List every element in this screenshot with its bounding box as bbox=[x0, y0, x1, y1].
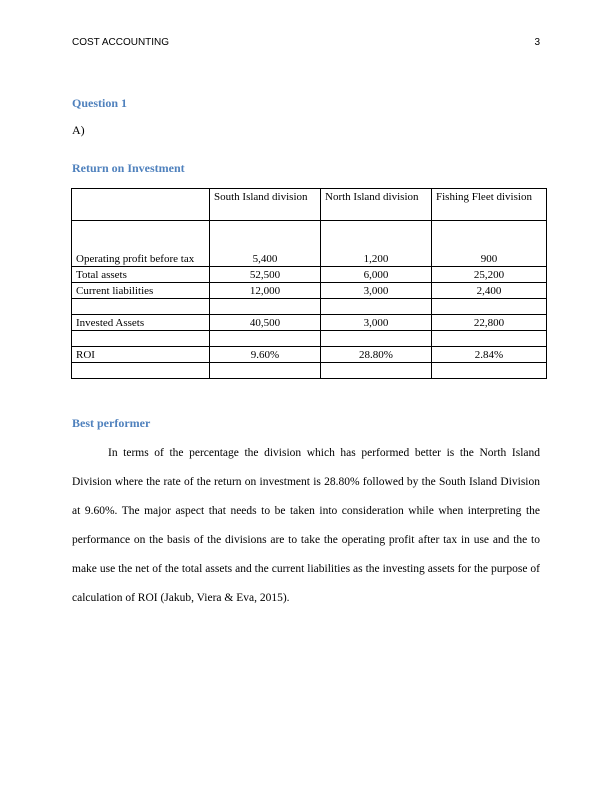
table-cell: 1,200 bbox=[321, 221, 432, 267]
table-cell: 2.84% bbox=[432, 347, 547, 363]
roi-table bbox=[71, 188, 547, 379]
row-label: Invested Assets bbox=[72, 315, 210, 331]
page-number: 3 bbox=[534, 37, 540, 48]
table-cell: 900 bbox=[432, 221, 547, 267]
row-label bbox=[72, 299, 210, 315]
table-row bbox=[72, 299, 547, 315]
table-cell: 28.80% bbox=[321, 347, 432, 363]
table-cell bbox=[432, 363, 547, 379]
header-cell: South Island division bbox=[210, 189, 321, 221]
table-cell: 52,500 bbox=[210, 267, 321, 283]
table-cell: 5,400 bbox=[210, 221, 321, 267]
header-cell bbox=[72, 189, 210, 221]
table-cell bbox=[210, 299, 321, 315]
table-cell: 12,000 bbox=[210, 283, 321, 299]
table-row bbox=[72, 331, 547, 347]
table-row bbox=[72, 363, 547, 379]
table-row bbox=[72, 267, 547, 283]
table-row bbox=[72, 315, 547, 331]
table-cell: 25,200 bbox=[432, 267, 547, 283]
question-heading: Question 1 bbox=[72, 96, 128, 110]
table-cell: 3,000 bbox=[321, 315, 432, 331]
part-label: A) bbox=[72, 123, 85, 137]
table-header-row bbox=[72, 189, 547, 221]
row-label: ROI bbox=[72, 347, 210, 363]
table-cell bbox=[210, 363, 321, 379]
body-paragraph-block bbox=[72, 439, 540, 613]
table-row bbox=[72, 347, 547, 363]
table-cell: 2,400 bbox=[432, 283, 547, 299]
best-performer-heading: Best performer bbox=[72, 416, 151, 430]
body-paragraph: In terms of the percentage the division which has performed better is the North Island Division where the rate of the return on investment is 28.80% followed by the South Island Division at 9.60%. The major aspect that needs to be taken into consideration while when interpreting the performance on the basis of the divisions are to take the operating profit after tax in use and the to make use the net of the total assets and the current liabilities as the investing assets for the purpose of calculation of ROI (Jakub, Viera & Eva, 2015). bbox=[72, 447, 540, 604]
row-label: Operating profit before tax bbox=[72, 221, 210, 267]
table-row bbox=[72, 221, 547, 267]
table-cell: 22,800 bbox=[432, 315, 547, 331]
row-label bbox=[72, 363, 210, 379]
header-title: COST ACCOUNTING bbox=[72, 37, 170, 48]
table-cell: 9.60% bbox=[210, 347, 321, 363]
table-cell bbox=[321, 331, 432, 347]
header-cell: Fishing Fleet division bbox=[432, 189, 547, 221]
table-cell: 40,500 bbox=[210, 315, 321, 331]
table-cell: 3,000 bbox=[321, 283, 432, 299]
row-label: Total assets bbox=[72, 267, 210, 283]
table-cell bbox=[432, 299, 547, 315]
table-row bbox=[72, 283, 547, 299]
table-cell bbox=[321, 363, 432, 379]
running-header bbox=[72, 37, 540, 51]
row-label: Current liabilities bbox=[72, 283, 210, 299]
table-cell bbox=[210, 331, 321, 347]
header-cell: North Island division bbox=[321, 189, 432, 221]
table-cell: 6,000 bbox=[321, 267, 432, 283]
row-label bbox=[72, 331, 210, 347]
table-cell bbox=[321, 299, 432, 315]
roi-section-heading: Return on Investment bbox=[72, 161, 185, 175]
table-cell bbox=[432, 331, 547, 347]
